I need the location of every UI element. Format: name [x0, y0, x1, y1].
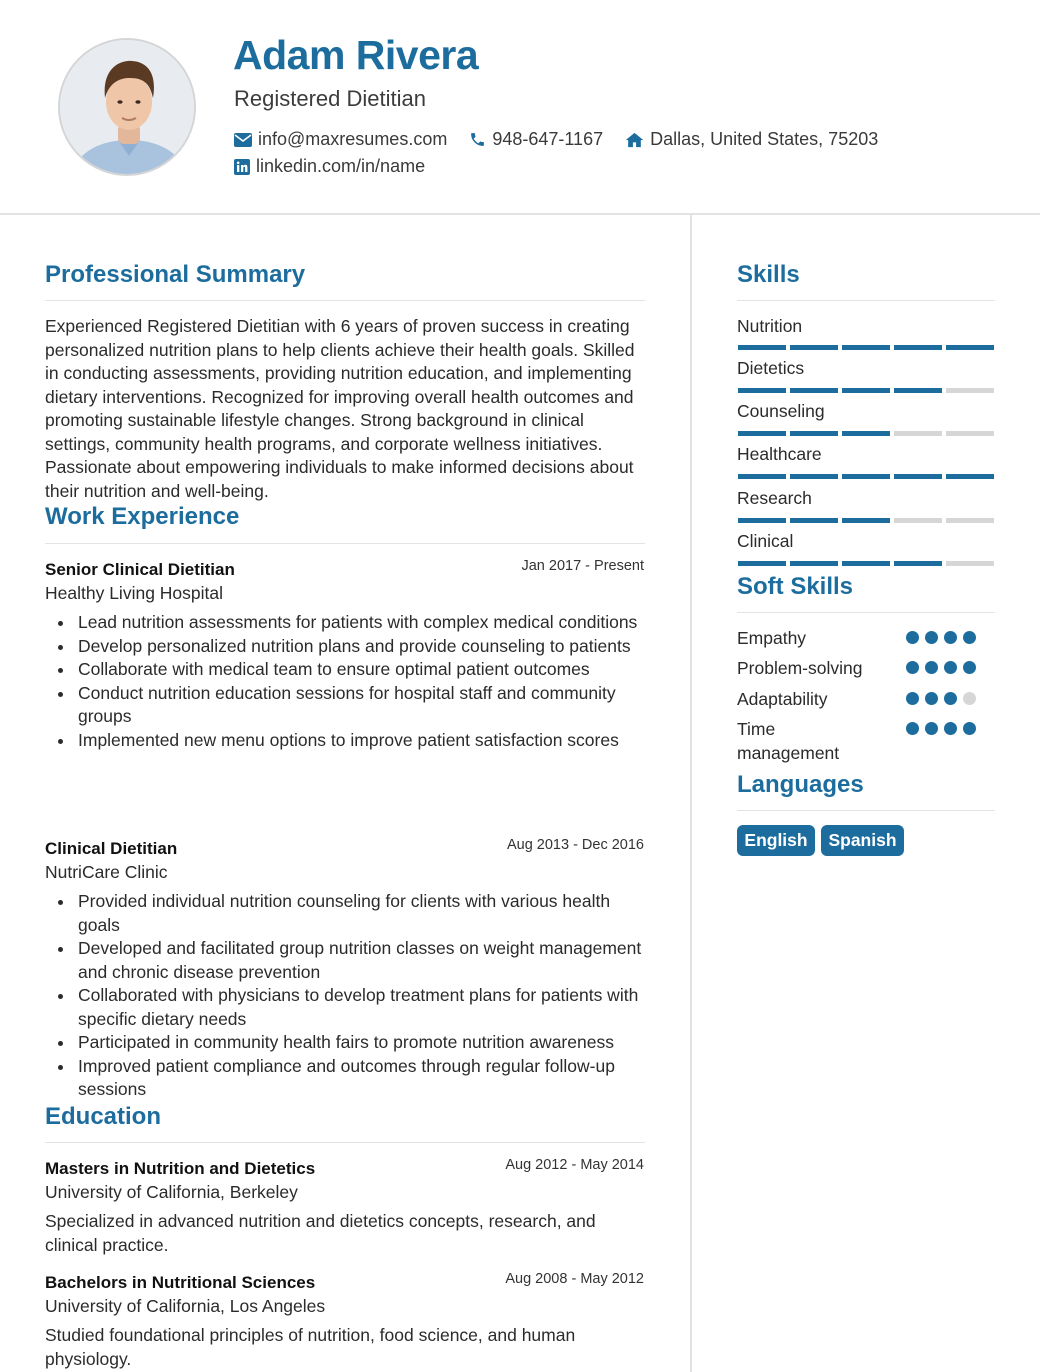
contact-linkedin[interactable]	[234, 156, 425, 177]
list-item: Develop personalized nutrition plans and provide counseling to patients	[45, 635, 655, 659]
soft-skill-label: Empathy	[737, 628, 807, 648]
skill-level-segment	[894, 518, 942, 523]
skill-level-bar	[738, 388, 994, 393]
soft-skill-label: Problem-solving	[737, 658, 863, 678]
soft-skill-dot	[944, 692, 957, 705]
list-item: Developed and facilitated group nutrition classes on weight management and chronic disease prevention	[45, 937, 655, 984]
skill-level-segment	[842, 431, 890, 436]
list-item: Conduct nutrition education sessions for hospital staff and community groups	[45, 682, 655, 729]
skill-label: Dietetics	[737, 358, 805, 378]
experience-heading: Work Experience	[45, 503, 240, 530]
degree-title: Bachelors in Nutritional Sciences	[45, 1273, 316, 1292]
email-text: info@maxresumes.com	[258, 129, 448, 149]
skill-level-segment	[842, 561, 890, 566]
linkedin-text: linkedin.com/in/name	[256, 156, 426, 176]
skill-label: Clinical	[737, 531, 794, 551]
contact-location	[625, 129, 878, 150]
linkedin-icon	[234, 159, 250, 175]
education-description: Specialized in advanced nutrition and dietetics concepts, research, and clinical practice.	[45, 1211, 596, 1255]
soft-skill-dot	[963, 692, 976, 705]
skill-level-segment	[946, 345, 994, 350]
education-heading: Education	[45, 1103, 162, 1130]
skill-level-segment	[894, 345, 942, 350]
education-date: Aug 2012 - May 2014	[505, 1157, 644, 1173]
skill-level-segment	[790, 518, 838, 523]
languages-divider	[737, 810, 995, 811]
skill-level-segment	[894, 388, 942, 393]
soft-skill-dot	[925, 631, 938, 644]
skill-level-segment	[894, 431, 942, 436]
skill-level-segment	[842, 474, 890, 479]
skill-level-segment	[790, 474, 838, 479]
list-item: Collaborated with physicians to develop treatment plans for patients with specific dietary needs	[45, 984, 655, 1031]
soft-skill-dot	[944, 631, 957, 644]
soft-skill-dot	[944, 661, 957, 674]
list-item: Provided individual nutrition counseling for clients with various health goals	[45, 890, 655, 937]
soft-skill-dot	[963, 722, 976, 735]
soft-skills-divider	[737, 612, 995, 613]
job-date: Jan 2017 - Present	[521, 558, 644, 574]
contact-row-secondary	[234, 156, 447, 177]
skill-level-segment	[790, 388, 838, 393]
skill-label: Research	[737, 488, 812, 508]
skill-level-segment	[842, 518, 890, 523]
skill-level-segment	[946, 431, 994, 436]
skill-level-segment	[946, 388, 994, 393]
contact-row-primary	[234, 129, 900, 150]
home-icon	[625, 132, 644, 148]
school-name: University of California, Berkeley	[45, 1182, 298, 1202]
skills-divider	[737, 300, 995, 301]
job-title-headline: Registered Dietitian	[234, 86, 426, 111]
job-employer: NutriCare Clinic	[45, 862, 168, 882]
soft-skill-dot	[963, 631, 976, 644]
job-position: Clinical Dietitian	[45, 839, 178, 858]
skill-level-segment	[738, 518, 786, 523]
languages-heading: Languages	[737, 771, 864, 798]
soft-skill-label: Adaptability	[737, 689, 828, 709]
skill-label: Nutrition	[737, 316, 803, 336]
skill-level-segment	[738, 561, 786, 566]
skills-heading: Skills	[737, 261, 800, 288]
job-position: Senior Clinical Dietitian	[45, 560, 235, 579]
phone-text: 948-647-1167	[492, 129, 604, 149]
job-employer: Healthy Living Hospital	[45, 583, 224, 603]
skill-level-segment	[842, 345, 890, 350]
degree-title: Masters in Nutrition and Dietetics	[45, 1159, 316, 1178]
soft-skill-dot	[906, 661, 919, 674]
language-badge: Spanish	[821, 825, 904, 856]
soft-skill-label: Time management	[737, 719, 840, 763]
skill-level-segment	[946, 474, 994, 479]
education-date: Aug 2008 - May 2012	[505, 1271, 644, 1287]
skill-level-bar	[738, 561, 994, 566]
candidate-name: Adam Rivera	[233, 32, 479, 78]
skill-level-segment	[894, 474, 942, 479]
list-item: Implemented new menu options to improve patient satisfaction scores	[45, 729, 655, 753]
experience-divider	[45, 543, 645, 544]
profile-photo	[58, 38, 196, 176]
soft-skill-dot	[925, 722, 938, 735]
skill-label: Counseling	[737, 401, 825, 421]
contact-phone[interactable]	[469, 129, 603, 150]
soft-skill-dot	[963, 661, 976, 674]
summary-heading: Professional Summary	[45, 261, 306, 288]
soft-skill-dot	[906, 722, 919, 735]
envelope-icon	[234, 133, 252, 147]
skill-level-segment	[738, 388, 786, 393]
summary-divider	[45, 300, 645, 301]
skill-level-segment	[790, 561, 838, 566]
job-bullets	[45, 890, 655, 1102]
soft-skills-heading: Soft Skills	[737, 573, 854, 600]
skill-level-segment	[946, 561, 994, 566]
summary-text: Experienced Registered Dietitian with 6 years of proven success in creating personalized nutrition plans to help clients achieve their health goals. Skilled in conducting assessments, providing nutrition education, and implementing dietary interventions. Recognized for improving overall health outcomes and promoting sustainable lifestyle changes. Strong background in clinical settings, community health programs, and corporate wellness initiatives. Passionate about empowering individuals to make informed decisions about their nutrition and well-being.	[45, 316, 635, 501]
resume-header	[0, 0, 1040, 215]
job-date: Aug 2013 - Dec 2016	[506, 837, 644, 853]
education-divider	[45, 1142, 645, 1143]
skill-level-segment	[842, 388, 890, 393]
phone-icon	[469, 131, 486, 148]
soft-skill-dot	[925, 692, 938, 705]
skill-level-bar	[738, 518, 994, 523]
column-divider	[690, 215, 692, 1372]
skill-level-bar	[738, 345, 994, 350]
skill-level-bar	[738, 431, 994, 436]
soft-skill-dot	[906, 692, 919, 705]
soft-skill-dot	[906, 631, 919, 644]
skill-level-segment	[738, 474, 786, 479]
skill-level-segment	[738, 345, 786, 350]
list-item: Lead nutrition assessments for patients with complex medical conditions	[45, 611, 655, 635]
language-badge: English	[737, 825, 815, 856]
education-description: Studied foundational principles of nutrition, food science, and human physiology.	[45, 1325, 576, 1369]
location-text: Dallas, United States, 75203	[650, 129, 879, 149]
skill-level-segment	[738, 431, 786, 436]
skill-level-segment	[946, 518, 994, 523]
soft-skill-dot	[944, 722, 957, 735]
skill-level-segment	[894, 561, 942, 566]
school-name: University of California, Los Angeles	[45, 1296, 326, 1316]
list-item: Collaborate with medical team to ensure optimal patient outcomes	[45, 658, 655, 682]
skill-label: Healthcare	[737, 444, 822, 464]
contact-email[interactable]	[234, 129, 447, 150]
job-bullets	[45, 611, 655, 752]
skill-level-bar	[738, 474, 994, 479]
skill-level-segment	[790, 345, 838, 350]
soft-skill-dot	[925, 661, 938, 674]
list-item: Improved patient compliance and outcomes through regular follow-up sessions	[45, 1055, 655, 1102]
skill-level-segment	[790, 431, 838, 436]
list-item: Participated in community health fairs to promote nutrition awareness	[45, 1031, 655, 1055]
person-portrait-icon	[60, 40, 196, 176]
